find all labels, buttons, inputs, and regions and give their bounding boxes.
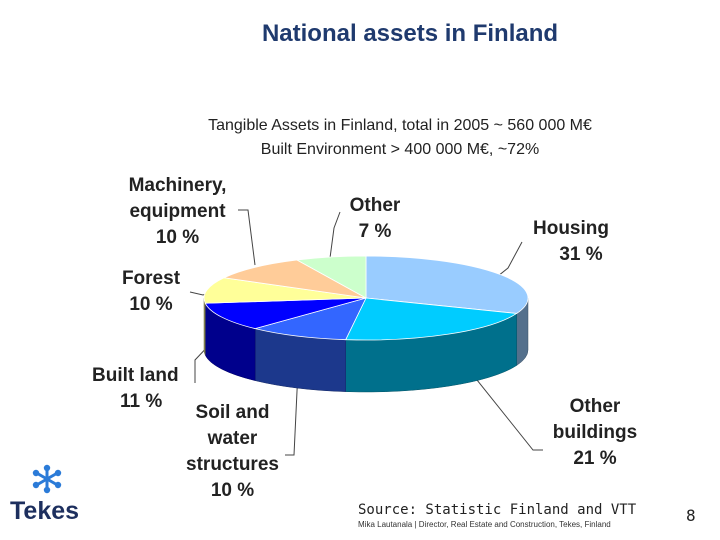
author-footer: Mika Lautanala | Director, Real Estate and Construction, Tekes, Finland	[358, 520, 611, 529]
label-machinery	[115, 173, 240, 251]
slide-title: National assets in Finland	[261, 20, 559, 47]
label-machinery-line2: equipment	[129, 201, 226, 222]
label-soil-line1: Soil and	[195, 402, 270, 423]
source-note: Source: Statistic Finland and VTT	[358, 502, 637, 518]
chart-subtitle-line-1: Tangible Assets in Finland, total in 2005 ~ 560 000 M€	[208, 117, 592, 134]
label-other-buildings-line2: buildings	[552, 422, 638, 443]
label-forest-name: Forest	[121, 268, 181, 289]
leader-line-other	[330, 212, 340, 258]
label-housing-name: Housing	[533, 218, 609, 239]
page-number: 8	[686, 506, 696, 525]
label-soil-line2: water	[207, 428, 258, 449]
leader-line-machinery	[238, 210, 255, 265]
label-other-value: 7 %	[358, 221, 392, 242]
label-machinery-value: 10 %	[155, 227, 200, 248]
tekes-logo-icon	[30, 462, 64, 496]
label-other-buildings-value: 21 %	[573, 448, 617, 469]
pie-side-forest	[204, 298, 205, 355]
label-other-buildings	[545, 394, 645, 472]
label-built-land-name: Built land	[92, 365, 179, 386]
label-housing	[521, 216, 621, 268]
label-machinery-line1: Machinery,	[128, 175, 227, 196]
label-built-land	[92, 363, 197, 415]
chart-subtitle-line-2: Built Environment > 400 000 M€, ~72%	[260, 141, 540, 158]
label-other-name: Other	[349, 195, 401, 216]
label-other-buildings-line1: Other	[569, 396, 621, 417]
label-housing-value: 31 %	[559, 244, 603, 265]
label-forest-value: 10 %	[129, 294, 173, 315]
label-other	[340, 193, 410, 245]
label-soil-value: 10 %	[210, 480, 255, 501]
tekes-logo-text: Tekes	[10, 497, 80, 525]
label-soil-line3: structures	[186, 454, 279, 475]
label-forest	[112, 266, 190, 318]
label-soil-water	[175, 400, 290, 504]
label-built-land-value: 11 %	[120, 391, 163, 412]
